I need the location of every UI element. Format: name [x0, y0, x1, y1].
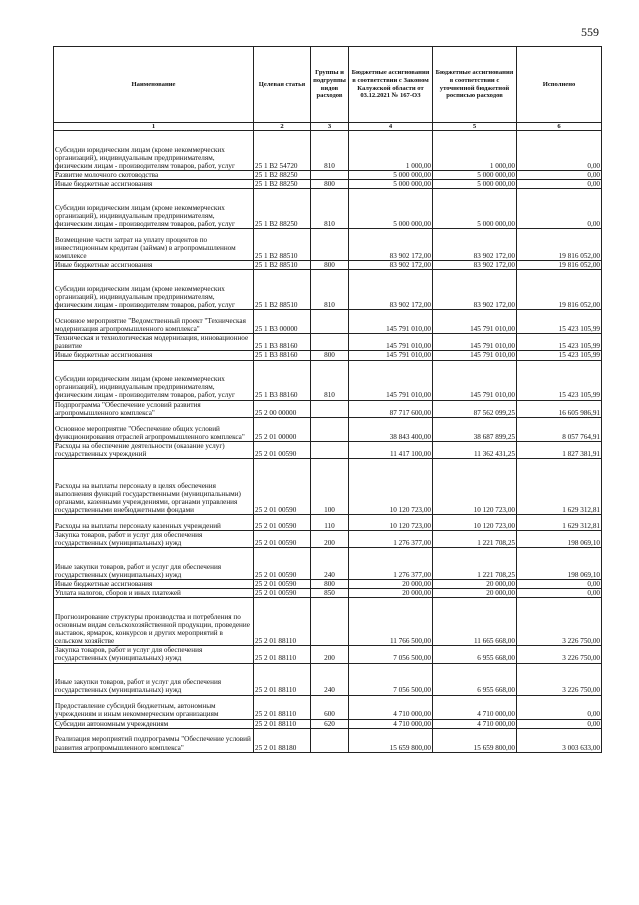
table-row [54, 351, 602, 360]
table-row [54, 589, 602, 598]
row-group: 100 [311, 458, 349, 514]
row-done-amount: 8 057 764,91 [517, 417, 602, 441]
page-number: 559 [581, 25, 599, 39]
table-row [54, 131, 602, 171]
table-row [54, 719, 602, 728]
row-name: Реализация мероприятий подпрограммы "Обеспечение условий развития агропромышленного комплекса" [54, 728, 254, 752]
row-law-amount: 7 056 500,00 [349, 663, 433, 695]
row-name: Подпрограмма "Обеспечение условий развития агропромышленного комплекса" [54, 400, 254, 417]
row-code: 25 1 B3 88160 [254, 334, 311, 351]
row-name: Субсидии юридическим лицам (кроме некоммерческих организаций), индивидуальным предпринимателям, физическим лицам - производителям товаров, работ, услуг [54, 360, 254, 400]
row-group: 810 [311, 360, 349, 400]
row-revised-amount: 145 791 010,00 [433, 310, 517, 334]
row-done-amount: 1 629 312,81 [517, 514, 602, 530]
row-law-amount: 5 000 000,00 [349, 180, 433, 189]
row-name: Иные бюджетные ассигнования [54, 261, 254, 270]
row-law-amount: 87 717 600,00 [349, 400, 433, 417]
row-code: 25 1 B2 88250 [254, 189, 311, 229]
row-law-amount: 145 791 010,00 [349, 334, 433, 351]
table-row [54, 598, 602, 646]
row-done-amount: 198 069,10 [517, 548, 602, 580]
table-row [54, 646, 602, 663]
row-revised-amount: 145 791 010,00 [433, 360, 517, 400]
row-done-amount: 0,00 [517, 589, 602, 598]
row-revised-amount: 10 120 723,00 [433, 458, 517, 514]
row-done-amount: 0,00 [517, 180, 602, 189]
row-done-amount: 15 423 105,99 [517, 360, 602, 400]
row-name: Возмещение части затрат на уплату процентов по инвестиционным кредитам (займам) в агропромышленном комплексе [54, 229, 254, 261]
row-code: 25 2 01 88110 [254, 719, 311, 728]
row-done-amount: 15 423 105,99 [517, 351, 602, 360]
row-name: Иные бюджетные ассигнования [54, 180, 254, 189]
row-revised-amount: 1 221 708,25 [433, 548, 517, 580]
row-revised-amount: 4 710 000,00 [433, 719, 517, 728]
table-row [54, 663, 602, 695]
row-revised-amount: 1 221 708,25 [433, 530, 517, 547]
row-group [311, 417, 349, 441]
row-law-amount: 145 791 010,00 [349, 351, 433, 360]
row-done-amount: 15 423 105,99 [517, 334, 602, 351]
row-done-amount: 19 816 052,00 [517, 229, 602, 261]
row-revised-amount: 6 955 668,00 [433, 663, 517, 695]
row-group: 810 [311, 189, 349, 229]
table-row [54, 360, 602, 400]
row-revised-amount: 83 902 172,00 [433, 229, 517, 261]
row-group: 800 [311, 351, 349, 360]
row-name: Субсидии юридическим лицам (кроме некоммерческих организаций), индивидуальным предпринимателям, физическим лицам - производителям товаров, работ, услуг [54, 270, 254, 310]
row-law-amount: 20 000,00 [349, 580, 433, 589]
row-law-amount: 1 276 377,00 [349, 530, 433, 547]
table-row [54, 441, 602, 458]
row-group [311, 310, 349, 334]
row-law-amount: 1 276 377,00 [349, 548, 433, 580]
row-group: 600 [311, 695, 349, 719]
row-name: Развитие молочного скотоводства [54, 171, 254, 180]
row-code: 25 1 B2 88510 [254, 261, 311, 270]
row-revised-amount: 38 687 899,25 [433, 417, 517, 441]
row-code: 25 2 01 88180 [254, 728, 311, 752]
row-group: 620 [311, 719, 349, 728]
row-done-amount: 0,00 [517, 171, 602, 180]
row-law-amount: 145 791 010,00 [349, 360, 433, 400]
row-group [311, 400, 349, 417]
header-row [54, 47, 602, 123]
row-law-amount: 7 056 500,00 [349, 646, 433, 663]
column-number: 3 [311, 123, 349, 131]
header-done: Исполнено [517, 47, 602, 123]
row-law-amount: 83 902 172,00 [349, 261, 433, 270]
row-name: Основное мероприятие "Ведомственный проект "Техническая модернизация агропромышленного комплекса" [54, 310, 254, 334]
row-code: 25 2 00 00000 [254, 400, 311, 417]
row-law-amount: 145 791 010,00 [349, 310, 433, 334]
row-law-amount: 83 902 172,00 [349, 270, 433, 310]
row-revised-amount: 145 791 010,00 [433, 351, 517, 360]
row-revised-amount: 5 000 000,00 [433, 171, 517, 180]
row-name: Техническая и технологическая модернизация, инновационное развитие [54, 334, 254, 351]
row-revised-amount: 145 791 010,00 [433, 334, 517, 351]
row-group: 240 [311, 548, 349, 580]
row-group [311, 334, 349, 351]
row-group: 800 [311, 261, 349, 270]
row-group: 800 [311, 180, 349, 189]
row-code: 25 1 B2 88250 [254, 180, 311, 189]
table-row [54, 189, 602, 229]
row-group: 800 [311, 580, 349, 589]
row-code: 25 2 01 00590 [254, 580, 311, 589]
table-row [54, 261, 602, 270]
column-number: 6 [517, 123, 602, 131]
row-done-amount: 0,00 [517, 131, 602, 171]
column-number: 5 [433, 123, 517, 131]
row-group [311, 598, 349, 646]
row-law-amount: 10 120 723,00 [349, 458, 433, 514]
row-law-amount: 5 000 000,00 [349, 171, 433, 180]
table-row [54, 417, 602, 441]
header-name: Наименование [54, 47, 254, 123]
row-code: 25 2 01 88110 [254, 663, 311, 695]
row-law-amount: 4 710 000,00 [349, 719, 433, 728]
row-code: 25 1 B3 88160 [254, 360, 311, 400]
table-row [54, 229, 602, 261]
row-done-amount: 16 605 986,91 [517, 400, 602, 417]
row-done-amount: 0,00 [517, 189, 602, 229]
row-revised-amount: 83 902 172,00 [433, 270, 517, 310]
row-revised-amount: 11 665 668,00 [433, 598, 517, 646]
row-code: 25 2 01 00590 [254, 530, 311, 547]
row-revised-amount: 87 562 099,25 [433, 400, 517, 417]
row-law-amount: 11 417 100,00 [349, 441, 433, 458]
row-group: 200 [311, 530, 349, 547]
row-revised-amount: 20 000,00 [433, 589, 517, 598]
row-done-amount: 0,00 [517, 580, 602, 589]
row-law-amount: 10 120 723,00 [349, 514, 433, 530]
table-row [54, 580, 602, 589]
column-number: 2 [254, 123, 311, 131]
row-done-amount: 0,00 [517, 695, 602, 719]
row-done-amount: 0,00 [517, 719, 602, 728]
row-code: 25 2 01 00590 [254, 548, 311, 580]
row-revised-amount: 6 955 668,00 [433, 646, 517, 663]
row-name: Прогнозирование структуры производства и потребления по основным видам сельскохозяйственной продукции, проведение выставок, ярмарок, конкурсов и других мероприятий в сельском хозяйстве [54, 598, 254, 646]
row-name: Иные закупки товаров, работ и услуг для обеспечения государственных (муниципальных) нужд [54, 548, 254, 580]
row-revised-amount: 5 000 000,00 [433, 180, 517, 189]
row-law-amount: 15 659 800,00 [349, 728, 433, 752]
row-name: Иные закупки товаров, работ и услуг для обеспечения государственных (муниципальных) нужд [54, 663, 254, 695]
table-row [54, 530, 602, 547]
row-revised-amount: 11 362 431,25 [433, 441, 517, 458]
column-number-row [54, 123, 602, 131]
row-law-amount: 20 000,00 [349, 589, 433, 598]
table-row [54, 270, 602, 310]
row-group [311, 441, 349, 458]
row-group: 240 [311, 663, 349, 695]
row-done-amount: 198 069,10 [517, 530, 602, 547]
row-group: 110 [311, 514, 349, 530]
table-row [54, 400, 602, 417]
row-done-amount: 19 816 052,00 [517, 270, 602, 310]
row-name: Закупка товаров, работ и услуг для обеспечения государственных (муниципальных) нужд [54, 530, 254, 547]
table-row [54, 548, 602, 580]
row-law-amount: 1 000,00 [349, 131, 433, 171]
row-name: Расходы на выплаты персоналу казенных учреждений [54, 514, 254, 530]
table-row [54, 171, 602, 180]
row-group [311, 728, 349, 752]
row-law-amount: 4 710 000,00 [349, 695, 433, 719]
row-law-amount: 38 843 400,00 [349, 417, 433, 441]
row-code: 25 2 01 00000 [254, 417, 311, 441]
row-done-amount: 3 003 633,00 [517, 728, 602, 752]
row-done-amount: 3 226 750,00 [517, 598, 602, 646]
row-name: Расходы на обеспечение деятельности (оказание услуг) государственных учреждений [54, 441, 254, 458]
table-row [54, 695, 602, 719]
row-group [311, 229, 349, 261]
row-code: 25 1 B3 88160 [254, 351, 311, 360]
row-code: 25 2 01 88110 [254, 598, 311, 646]
row-code: 25 2 01 88110 [254, 695, 311, 719]
row-law-amount: 5 000 000,00 [349, 189, 433, 229]
row-done-amount: 1 827 381,91 [517, 441, 602, 458]
table-row [54, 514, 602, 530]
row-done-amount: 1 629 312,81 [517, 458, 602, 514]
row-revised-amount: 15 659 800,00 [433, 728, 517, 752]
row-revised-amount: 20 000,00 [433, 580, 517, 589]
row-group: 810 [311, 131, 349, 171]
row-code: 25 2 01 00590 [254, 441, 311, 458]
row-code: 25 2 01 00590 [254, 514, 311, 530]
header-revised: Бюджетные ассигнования в соответствии с уточненной бюджетной росписью расходов [433, 47, 517, 123]
row-done-amount: 3 226 750,00 [517, 646, 602, 663]
column-number: 4 [349, 123, 433, 131]
row-done-amount: 3 226 750,00 [517, 663, 602, 695]
row-code: 25 1 B3 00000 [254, 310, 311, 334]
row-name: Закупка товаров, работ и услуг для обеспечения государственных (муниципальных) нужд [54, 646, 254, 663]
header-article: Целевая статья [254, 47, 311, 123]
row-name: Уплата налогов, сборов и иных платежей [54, 589, 254, 598]
column-number: 1 [54, 123, 254, 131]
row-code: 25 1 B2 88510 [254, 229, 311, 261]
row-group: 810 [311, 270, 349, 310]
row-name: Иные бюджетные ассигнования [54, 580, 254, 589]
table-row [54, 458, 602, 514]
row-name: Иные бюджетные ассигнования [54, 351, 254, 360]
row-code: 25 1 B2 54720 [254, 131, 311, 171]
table-row [54, 310, 602, 334]
row-code: 25 2 01 00590 [254, 589, 311, 598]
row-law-amount: 11 766 500,00 [349, 598, 433, 646]
row-revised-amount: 4 710 000,00 [433, 695, 517, 719]
row-law-amount: 83 902 172,00 [349, 229, 433, 261]
row-group [311, 171, 349, 180]
row-revised-amount: 1 000,00 [433, 131, 517, 171]
budget-table [53, 46, 602, 753]
header-law: Бюджетные ассигнования в соответствии с Законом Калужской области от 03.12.2021 № 167-ОЗ [349, 47, 433, 123]
row-name: Расходы на выплаты персоналу в целях обеспечения выполнения функций государственными (муниципальными) органами, казенными учреждениями, органами управления государственными внебюджетными фондами [54, 458, 254, 514]
row-code: 25 1 B2 88250 [254, 171, 311, 180]
row-code: 25 1 B2 88510 [254, 270, 311, 310]
row-revised-amount: 5 000 000,00 [433, 189, 517, 229]
row-group: 200 [311, 646, 349, 663]
row-done-amount: 15 423 105,99 [517, 310, 602, 334]
row-code: 25 2 01 88110 [254, 646, 311, 663]
table-row [54, 180, 602, 189]
header-group: Группы и подгруппы видов расходов [311, 47, 349, 123]
row-revised-amount: 83 902 172,00 [433, 261, 517, 270]
row-code: 25 2 01 00590 [254, 458, 311, 514]
row-name: Субсидии юридическим лицам (кроме некоммерческих организаций), индивидуальным предпринимателям, физическим лицам - производителям товаров, работ, услуг [54, 131, 254, 171]
row-group: 850 [311, 589, 349, 598]
row-revised-amount: 10 120 723,00 [433, 514, 517, 530]
row-name: Предоставление субсидий бюджетным, автономным учреждениям и иным некоммерческим организациям [54, 695, 254, 719]
row-done-amount: 19 816 052,00 [517, 261, 602, 270]
row-name: Субсидии юридическим лицам (кроме некоммерческих организаций), индивидуальным предпринимателям, физическим лицам - производителям товаров, работ, услуг [54, 189, 254, 229]
table-row [54, 334, 602, 351]
row-name: Основное мероприятие "Обеспечение общих условий функционирования отраслей агропромышленного комплекса" [54, 417, 254, 441]
row-name: Субсидии автономным учреждениям [54, 719, 254, 728]
table-row [54, 728, 602, 752]
